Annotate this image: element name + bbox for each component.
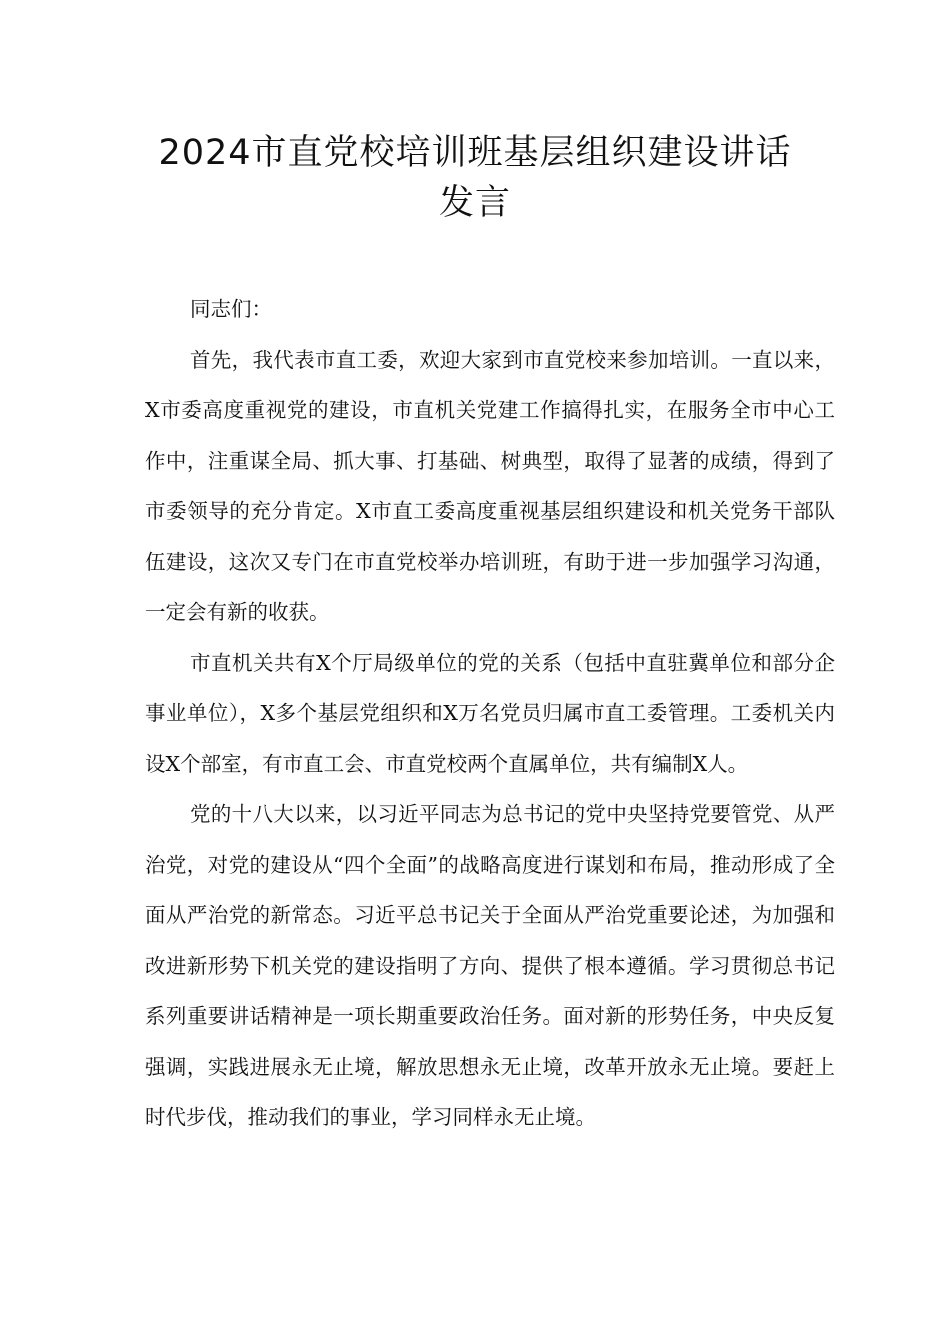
document-title-line2: 发言 — [438, 183, 511, 223]
document-title-line1: 2024市直党校培训班基层组织建设讲话 — [158, 133, 792, 173]
paragraph-3: 党的十八大以来，以习近平同志为总书记的党中央坚持党要管党、从严治党，对党的建设从“四个全面”的战略高度进行谋划和布局，推动形成了全面从严治党的新常态。习近平总书记关于全面从严治党重要论述，为加强和改进新形势下机关党的建设指明了方向、提供了根本遵循。学习贯彻总书记系列重要讲话精神是一项长期重要政治任务。面对新的形势任务，中央反复强调，实践进展永无止境，解放思想永无止境，改革开放永无止境。要赶上时代步伐，推动我们的事业，学习同样永无止境。 — [145, 802, 835, 1129]
paragraph-1: 首先，我代表市直工委，欢迎大家到市直党校来参加培训。一直以来，X市委高度重视党的建设，市直机关党建工作搞得扎实，在服务全市中心工作中，注重谋全局、抓大事、打基础、树典型，取得了显著的成绩，得到了市委领导的充分肯定。X市直工委高度重视基层组织建设和机关党务干部队伍建设，这次又专门在市直党校举办培训班，有助于进一步加强学习沟通，一定会有新的收获。 — [145, 347, 835, 624]
document-body — [145, 284, 835, 1143]
paragraph-2: 市直机关共有X个厅局级单位的党的关系（包括中直驻冀单位和部分企事业单位），X多个基层党组织和X万名党员归属市直工委管理。工委机关内设X个部室，有市直工会、市直党校两个直属单位，共有编制X人。 — [145, 650, 835, 776]
greeting: 同志们： — [190, 297, 272, 321]
